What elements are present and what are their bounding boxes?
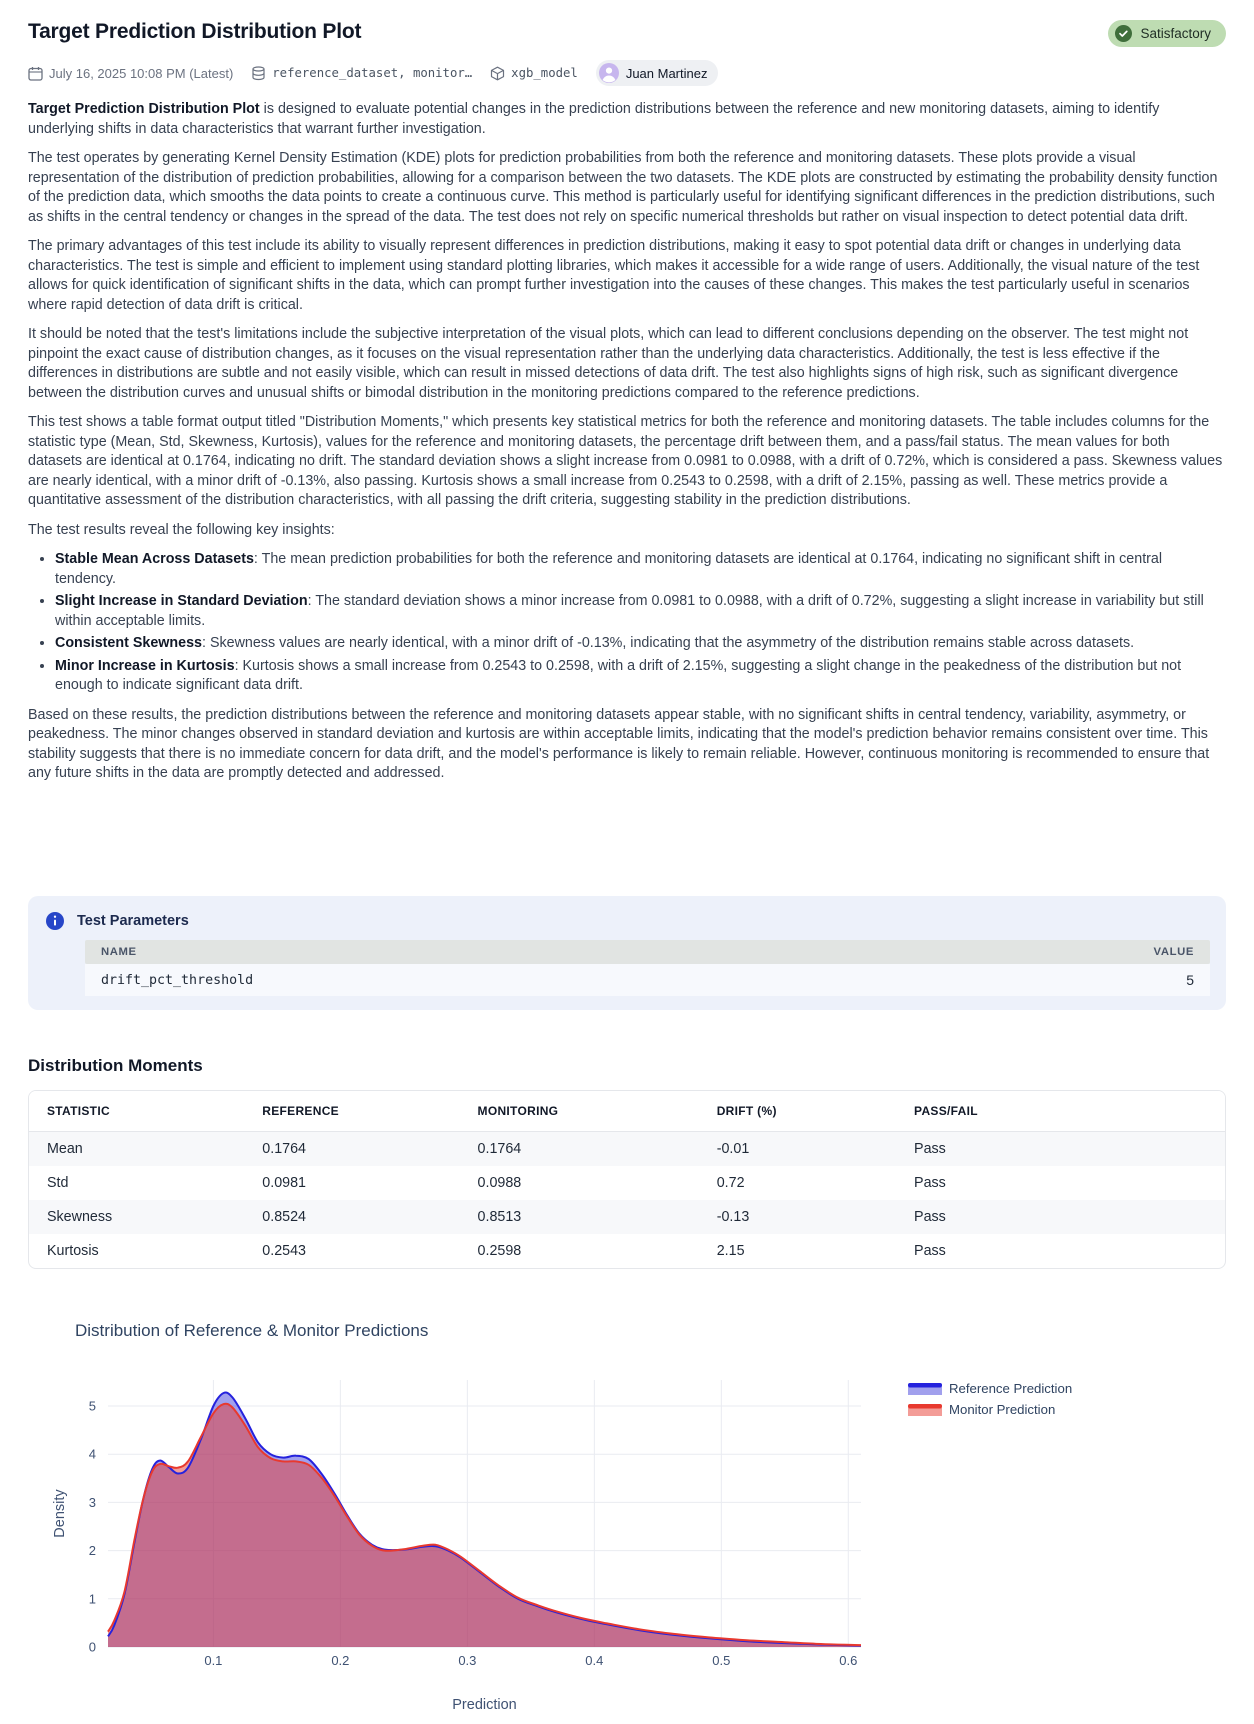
legend-swatch-line xyxy=(908,1404,942,1409)
chart-title: Distribution of Reference & Monitor Predictions xyxy=(75,1321,429,1340)
svg-text:0.5: 0.5 xyxy=(712,1653,731,1668)
check-circle-icon xyxy=(1115,25,1132,42)
chart-section xyxy=(28,1321,1226,1717)
insight-title: Stable Mean Across Datasets xyxy=(55,551,254,567)
test-parameters-header xyxy=(44,908,1210,940)
status-badge-label: Satisfactory xyxy=(1140,26,1211,41)
table-cell: 0.2543 xyxy=(262,1243,306,1259)
paragraph-block xyxy=(28,149,1226,511)
insight-item xyxy=(55,550,1226,589)
table-cell: 0.1764 xyxy=(262,1141,306,1157)
insight-text: : The mean prediction probabilities for both the reference and monitoring datasets are identical at 0.1764, indicating no significant shift in central tendency. xyxy=(55,551,1163,587)
params-table-header xyxy=(85,940,1210,964)
page-title: Target Prediction Distribution Plot xyxy=(28,20,362,43)
table-cell: Mean xyxy=(47,1141,83,1157)
meta-datasets-label: reference_dataset, monitor… xyxy=(272,66,473,80)
insight-text: : Skewness values are nearly identical, with a minor drift of -0.13%, indicating that the asymmetry of the distribution remains stable across datasets. xyxy=(202,635,1135,651)
svg-text:0.6: 0.6 xyxy=(839,1653,858,1668)
info-circle-icon xyxy=(46,912,64,930)
table-row xyxy=(29,1132,1225,1167)
paragraph-intro xyxy=(28,100,1226,139)
table-cell: 2.15 xyxy=(716,1243,745,1259)
moments-header-row xyxy=(29,1091,1225,1132)
table-cell: Pass xyxy=(914,1209,946,1225)
conclusion-paragraph: Based on these results, the prediction distributions between the reference and monitoring datasets appear stable, with no significant shifts in central tendency, variability, asymmetry, or peakedness. The minor changes observed in standard deviation and kurtosis are within acceptable limits, indicating that the model's prediction behavior remains consistent over time. This stability suggests that there is no immediate concern for data drift, and the model's performance is likely to remain reliable. However, continuous monitoring is recommended to ensure that any future shifts in the data are promptly detected and addressed. xyxy=(28,706,1210,781)
insight-item xyxy=(55,592,1226,631)
description xyxy=(28,100,1226,896)
svg-text:0.2: 0.2 xyxy=(331,1653,350,1668)
paragraph: The primary advantages of this test include its ability to visually represent differences in prediction distributions, making it easy to spot potential data drift or changes in underlying data characteristics. The test is simple and efficient to implement using standard plotting libraries, which makes it accessible for a wide range of users. Additionally, the visual nature of the test allows for quick identification of significant shifts in the data, which can prompt further investigation into the causes of these changes. This makes the test particularly useful in scenarios where rapid detection of data drift is critical. xyxy=(28,238,1200,313)
svg-text:1: 1 xyxy=(88,1591,96,1607)
table-cell: 0.0981 xyxy=(262,1175,306,1191)
paragraph: The test operates by generating Kernel Density Estimation (KDE) plots for prediction probabilities from both the reference and monitoring datasets. These plots provide a visual representation of the distribution of prediction probabilities, allowing for a comparison between the two datasets. The KDE plots are constructed by estimating the probability density function of the prediction data, which smooths the data points to create a continuous curve. This method is particularly useful for identifying significant differences in the prediction distributions, such as shifts in the central tendency or changes in the spread of the data. The test does not rely on specific numerical thresholds but rather on visual inspection to detect potential data drift. xyxy=(28,150,1218,225)
paragraph: It should be noted that the test's limitations include the subjective interpretation of the visual plots, which can lead to different conclusions depending on the observer. The test might not pinpoint the exact cause of distribution changes, as it focuses on the visual representation rather than the underlying data characteristics. Additionally, the test is less effective if the differences in distributions are subtle and not easily visible, which can result in missed detections of data drift. The test also highlights signs of high risk, such as significant divergence between the distribution curves and unusual shifts or bimodal distribution in the monitoring predictions compared to the reference predictions. xyxy=(28,326,1189,401)
params-table-body xyxy=(85,964,1210,996)
paragraph-intro-text: is designed to evaluate potential changes in the prediction distributions between the reference and new monitoring datasets, aiming to identify underlying shifts in data characteristics that warrant further investigation. xyxy=(28,101,1160,137)
distribution-moments-table xyxy=(28,1090,1226,1269)
legend-swatch-line xyxy=(908,1383,942,1388)
y-axis-label: Density xyxy=(52,1489,68,1538)
meta-date xyxy=(28,66,233,81)
insight-item xyxy=(55,634,1226,654)
moments-column-header: PASS/FAIL xyxy=(896,1091,1225,1132)
legend-swatch-fill xyxy=(908,1387,942,1395)
param-name: drift_pct_threshold xyxy=(101,972,254,988)
meta-date-label: July 16, 2025 10:08 PM (Latest) xyxy=(49,65,234,81)
params-row xyxy=(85,964,1210,996)
table-cell: Pass xyxy=(914,1243,946,1259)
y-axis xyxy=(52,1399,96,1655)
insights-intro: The test results reveal the following key insights: xyxy=(28,521,335,538)
insights-list xyxy=(28,550,1226,696)
table-cell: Skewness xyxy=(47,1209,113,1225)
moments-column-header: DRIFT (%) xyxy=(699,1091,896,1132)
series-area-monitor xyxy=(108,1404,861,1647)
meta-model xyxy=(490,66,578,81)
moments-column-header: MONITORING xyxy=(460,1091,699,1132)
package-icon xyxy=(490,66,505,81)
table-cell: 0.2598 xyxy=(477,1243,522,1259)
params-table xyxy=(85,940,1210,996)
x-axis xyxy=(204,1653,857,1713)
table-cell: Kurtosis xyxy=(47,1243,99,1259)
table-row xyxy=(29,1166,1225,1200)
legend-swatch-fill xyxy=(908,1408,942,1416)
table-cell: Std xyxy=(47,1175,69,1191)
kde-plot xyxy=(28,1341,1226,1717)
params-col-name: NAME xyxy=(101,946,137,958)
distribution-moments-title: Distribution Moments xyxy=(28,1056,203,1075)
svg-text:2: 2 xyxy=(88,1543,96,1559)
database-icon xyxy=(251,66,266,81)
table-cell: 0.72 xyxy=(716,1175,745,1191)
table-cell: 0.8524 xyxy=(262,1209,306,1225)
insight-text: : The standard deviation shows a minor increase from 0.0981 to 0.0988, with a drift of 0.72%, suggesting a slight increase in variability but still within acceptable limits. xyxy=(55,593,1204,629)
calendar-icon xyxy=(28,66,43,81)
user-chip xyxy=(596,60,719,86)
user-name: Juan Martinez xyxy=(625,65,708,81)
table-cell: Pass xyxy=(914,1175,946,1191)
table-row xyxy=(29,1234,1225,1268)
page-header xyxy=(28,0,1226,47)
x-axis-label: Prediction xyxy=(452,1697,517,1713)
svg-text:4: 4 xyxy=(88,1446,96,1462)
svg-text:0.4: 0.4 xyxy=(585,1653,604,1668)
insight-text: : Kurtosis shows a small increase from 0.2543 to 0.2598, with a drift of 2.15%, suggesting a slight change in the peakedness of the distribution but not enough to indicate significant data drift. xyxy=(55,657,1182,693)
table-cell: -0.13 xyxy=(716,1209,750,1225)
insight-item xyxy=(55,657,1226,696)
svg-text:5: 5 xyxy=(88,1398,96,1414)
meta-datasets xyxy=(251,66,472,81)
legend-label: Reference Prediction xyxy=(949,1381,1073,1396)
test-name-bold: Target Prediction Distribution Plot xyxy=(28,101,260,117)
insight-title: Consistent Skewness xyxy=(55,635,202,651)
table-cell: -0.01 xyxy=(716,1141,750,1157)
svg-text:0.1: 0.1 xyxy=(204,1653,223,1668)
param-value: 5 xyxy=(1186,972,1194,988)
test-parameters-title: Test Parameters xyxy=(77,913,189,929)
meta-row xyxy=(28,60,1226,86)
meta-model-label: xgb_model xyxy=(511,66,578,80)
chart-legend xyxy=(908,1381,1072,1417)
table-cell: 0.1764 xyxy=(477,1141,522,1157)
svg-text:3: 3 xyxy=(88,1494,96,1510)
insight-title: Slight Increase in Standard Deviation xyxy=(55,593,308,609)
table-cell: Pass xyxy=(914,1141,946,1157)
svg-text:0.3: 0.3 xyxy=(458,1653,477,1668)
legend-label: Monitor Prediction xyxy=(949,1402,1056,1417)
paragraph: This test shows a table format output titled "Distribution Moments," which presents key statistical metrics for both the reference and monitoring datasets. The table includes columns for the statistic type (Mean, Std, Skewness, Kurtosis), values for the reference and monitoring datasets, the percentage drift between them, and a pass/fail status. The mean values for both datasets are identical at 0.1764, indicating no drift. The standard deviation shows a slight increase from 0.0981 to 0.0988, with a drift of 0.72%, which is considered a pass. Skewness values are nearly identical, with a minor drift of -0.13%, also passing. Kurtosis shows a small increase from 0.2543 to 0.2598, with a drift of 2.15%, passing as well. These metrics provide a quantitative assessment of the distribution characteristics, with all passing the drift criteria, suggesting stability in the prediction distributions. xyxy=(28,414,1223,508)
moments-column-header: STATISTIC xyxy=(29,1091,244,1132)
table-row xyxy=(29,1200,1225,1234)
params-col-value: VALUE xyxy=(1153,946,1194,958)
insight-title: Minor Increase in Kurtosis xyxy=(55,657,235,674)
avatar-icon xyxy=(599,63,619,83)
test-parameters-card xyxy=(28,896,1226,1010)
table-cell: 0.8513 xyxy=(477,1209,522,1225)
moments-column-header: REFERENCE xyxy=(244,1091,459,1132)
svg-text:0: 0 xyxy=(88,1639,96,1655)
table-cell: 0.0988 xyxy=(477,1175,522,1191)
status-badge xyxy=(1108,20,1226,47)
